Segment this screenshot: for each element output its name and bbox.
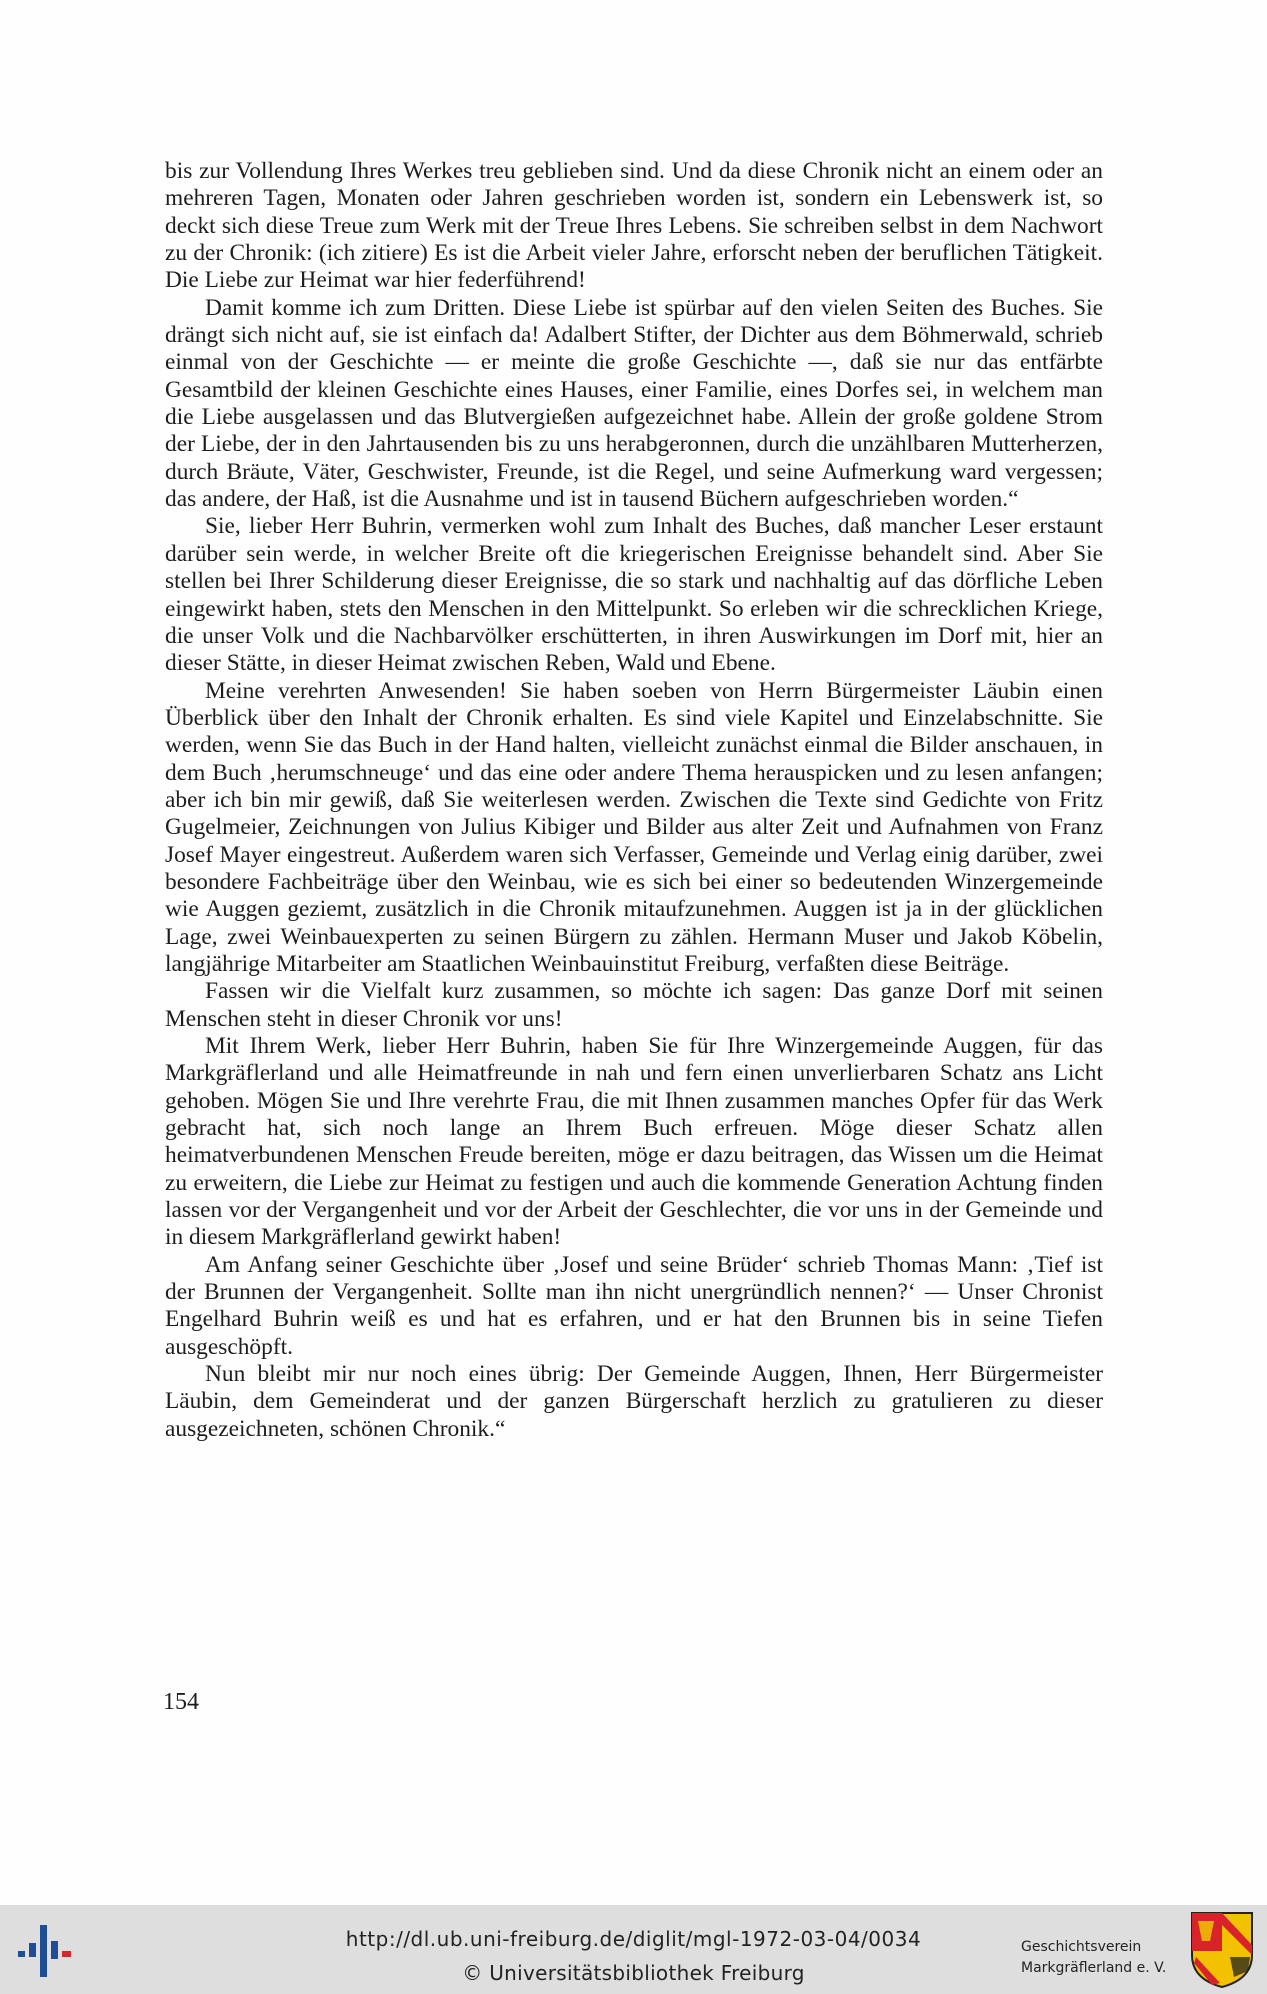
footer-organization (1021, 1937, 1166, 1979)
paragraph: Damit komme ich zum Dritten. Diese Liebe ist spürbar auf den vielen Seiten des Buches. Sie drängt sich nicht auf, sie ist einfach da! Adalbert Stifter, der Dichter aus dem Böhmerwald, schrieb einmal von der Geschichte — er meinte die große Geschichte —, daß sie nur das entfärbte Gesamtbild der kleinen Geschichte eines Hauses, einer Familie, eines Dorfes sei, in welchem man die Liebe ausgelassen und das Blutvergießen aufgezeichnet habe. Allein der große goldene Strom der Liebe, der in den Jahrtausenden bis zu uns herabgeronnen, durch die unzählbaren Mutterherzen, durch Bräute, Väter, Geschwister, Freunde, ist die Regel, und seine Aufmerkung ward vergessen; das andere, der Haß, ist die Ausnahme und ist in tausend Büchern aufgeschrieben worden.“ (165, 294, 1103, 513)
footer-bar (0, 1905, 1267, 1994)
org-line-1: Geschichtsverein (1021, 1939, 1142, 1955)
body-text (165, 158, 1103, 1443)
paragraph: Sie, lieber Herr Buhrin, vermerken wohl zum Inhalt des Buches, daß mancher Leser erstaunt darüber sein werde, in welcher Breite oft die kriegerischen Ereignisse behandelt sind. Aber Sie stellen bei Ihrer Schilderung dieser Ereignisse, die so stark und nachhaltig auf das dörfliche Leben eingewirkt haben, stets den Menschen in den Mittelpunkt. So erleben wir die schrecklichen Kriege, die unser Volk und die Nachbarvölker erschütterten, in ihren Auswirkungen im Dorf mit, hier an dieser Stätte, in dieser Heimat zwischen Reben, Wald und Ebene. (165, 513, 1103, 677)
org-line-2: Markgräflerland e. V. (1021, 1960, 1167, 1976)
footer-url[interactable]: http://dl.ub.uni-freiburg.de/diglit/mgl-1972-03-04/0034 (345, 1927, 922, 1951)
paragraph: Fassen wir die Vielfalt kurz zusammen, so möchte ich sagen: Das ganze Dorf mit seinen Menschen steht in dieser Chronik vor uns! (165, 978, 1103, 1032)
footer-copyright: © Universitätsbibliothek Freiburg (462, 1961, 805, 1985)
markgraeflerland-crest-icon (1190, 1911, 1254, 1989)
page-number: 154 (163, 1689, 199, 1715)
paragraph: bis zur Vollendung Ihres Werkes treu geblieben sind. Und da diese Chronik nicht an einem oder an mehreren Tagen, Monaten oder Jahren geschrieben worden ist, sondern ein Lebenswerk ist, so deckt sich diese Treue zum Werk mit der Treue Ihres Lebens. Sie schreiben selbst in dem Nachwort zu der Chronik: (ich zitiere) Es ist die Arbeit vieler Jahre, erforscht neben der beruflichen Tätigkeit. Die Liebe zur Heimat war hier federführend! (165, 158, 1103, 294)
paragraph: Am Anfang seiner Geschichte über ‚Josef und seine Brüder‘ schrieb Thomas Mann: ‚Tief ist der Brunnen der Vergangenheit. Sollte man ihn nicht unergründlich nennen?‘ — Unser Chronist Engelhard Buhrin weiß es und hat es erfahren, und er hat den Brunnen bis in seine Tiefen ausgeschöpft. (165, 1251, 1103, 1360)
paragraph: Mit Ihrem Werk, lieber Herr Buhrin, haben Sie für Ihre Winzergemeinde Auggen, für das Markgräflerland und alle Heimatfreunde in nah und fern einen unverlierbaren Schatz ans Licht gehoben. Mögen Sie und Ihre verehrte Frau, die mit Ihnen zusammen manches Opfer für das Werk gebracht hat, sich noch lange an Ihrem Buch erfreuen. Möge dieser Schatz allen heimatverbundenen Menschen Freude bereiten, möge er dazu beitragen, das Wissen um die Heimat zu erweitern, die Liebe zur Heimat zu festigen und auch die kommende Generation Achtung finden lassen vor der Vergangenheit und vor der Arbeit der Geschlechter, die vor uns in der Gemeinde und in diesem Markgräflerland gewirkt haben! (165, 1033, 1103, 1251)
paragraph: Meine verehrten Anwesenden! Sie haben soeben von Herrn Bürgermeister Läubin einen Überblick über den Inhalt der Chronik erhalten. Es sind viele Kapitel und Einzelabschnitte. Sie werden, wenn Sie das Buch in der Hand halten, vielleicht zunächst einmal die Bilder anschauen, in dem Buch ‚herumschneuge‘ und das eine oder andere Thema herauspicken und zu lesen anfangen; aber ich bin mir gewiß, daß Sie weiterlesen werden. Zwischen die Texte sind Gedichte von Fritz Gugelmeier, Zeichnungen von Julius Kibiger und Bilder aus alter Zeit und Aufnahmen von Franz Josef Mayer eingestreut. Außerdem waren sich Verfasser, Gemeinde und Verlag einig darüber, zwei besondere Fachbeiträge über den Weinbau, wie es sich bei einer so bedeutenden Winzergemeinde wie Auggen geziemt, zusätzlich in die Chronik mitaufzunehmen. Auggen ist ja in der glücklichen Lage, zwei Weinbauexperten zu seinen Bürgern zu zählen. Hermann Muser und Jakob Köbelin, langjährige Mitarbeiter am Staatlichen Weinbauinstitut Freiburg, verfaßten diese Beiträge. (165, 677, 1103, 977)
paragraph: Nun bleibt mir nur noch eines übrig: Der Gemeinde Auggen, Ihnen, Herr Bürgermeister Läubin, dem Gemeinderat und der ganzen Bürgerschaft herzlich zu gratulieren zu dieser ausgezeichneten, schönen Chronik.“ (165, 1361, 1103, 1442)
